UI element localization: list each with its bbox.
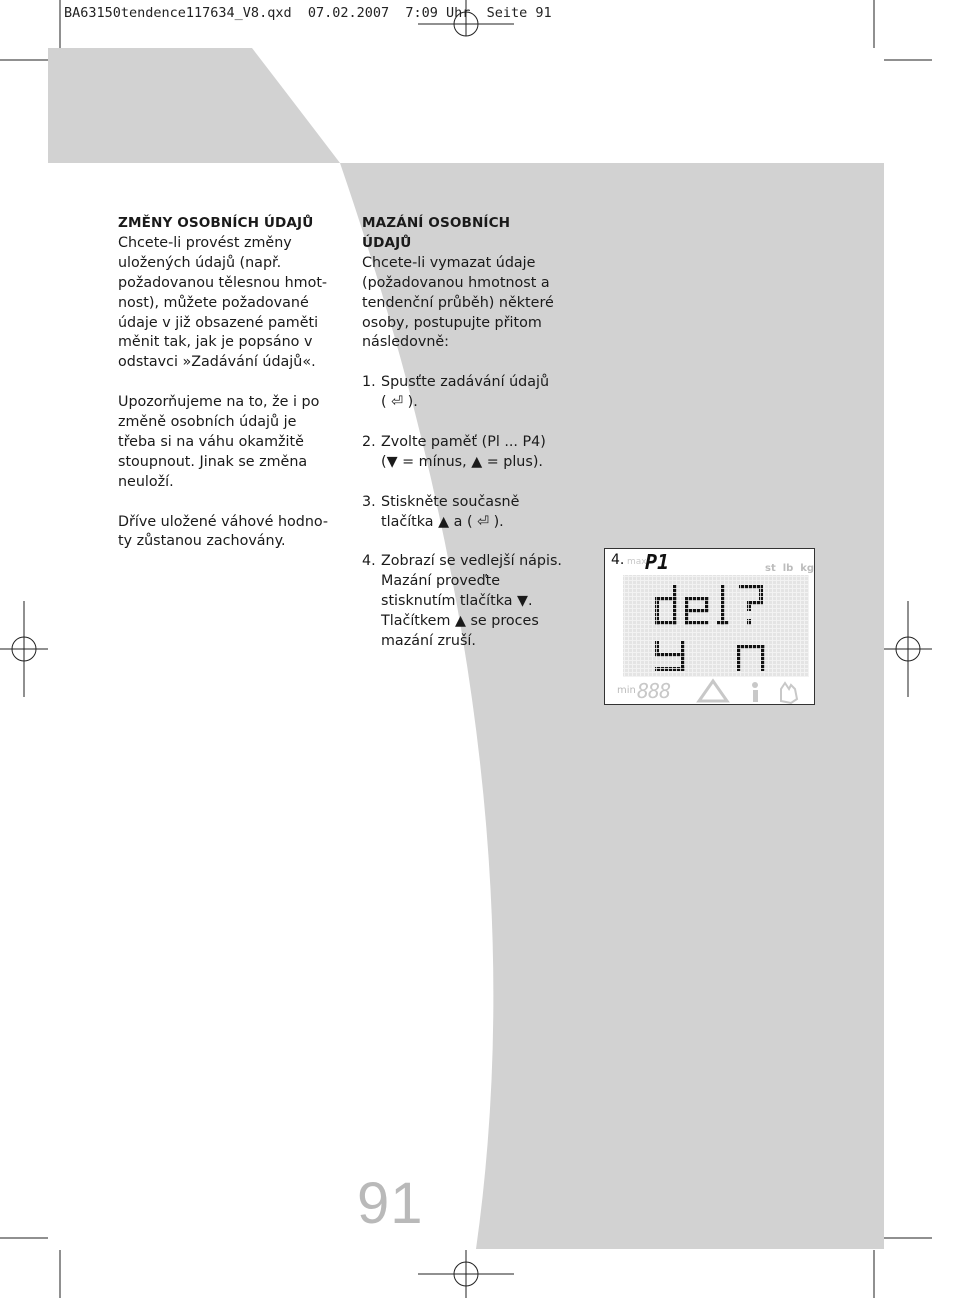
file-slug: BA63150tendence117634_V8.qxd 07.02.2007 7:09 Uhr Seite 91 [64, 5, 552, 21]
hand-icon [781, 683, 797, 703]
section-heading-delete: MAZÁNÍ OSOBNÍCH ÚDAJŮ [362, 215, 511, 251]
section-heading-change: ZMĚNY OSOBNÍCH ÚDAJŮ [118, 215, 314, 231]
min-digits: 888 [637, 679, 671, 703]
list-item: 1. Spusťte zadávání údajů ( ⏎ ). [362, 374, 550, 411]
list-item: 4. Zobrazí se vedlejší nápis. Mazání proveďte stisknutím tlačítka ▼. Tlačítkem ▲ se proces mazání zruší. [362, 553, 562, 649]
scale-display-illustration [604, 548, 815, 705]
memory-indicator: P1 [645, 550, 670, 574]
min-label: min [617, 685, 636, 696]
paragraph-delete-intro: Chcete-li vymazat údaje (požadovanou hmotnost a tendenční průběh) některé osoby, postupujte přitom následovně: [362, 254, 554, 351]
unit-labels: st lb kg [765, 563, 815, 574]
lcd-dot-matrix-area [623, 575, 809, 677]
max-label: max [627, 557, 647, 567]
left-column [118, 214, 333, 572]
display-step-number: 4. [611, 552, 625, 568]
paragraph-change-keep: Dříve uložené váhové hodno- ty zůstanou zachovány. [118, 513, 329, 550]
right-column [362, 214, 562, 672]
page-number: 91 [357, 1171, 424, 1236]
warning-triangle-icon [699, 681, 727, 701]
person-icon [752, 682, 758, 688]
paragraph-change-note: Upozorňujeme na to, že i po změně osobních údajů je třeba si na váhu okamžitě stoupnout. Jinak se změna neuloží. [118, 394, 320, 490]
delete-steps-list [362, 373, 562, 652]
list-item: 2. Zvolte paměť (Pl ... P4) (▼ = mínus, ▲ = plus). [362, 433, 546, 470]
paragraph-change-intro: Chcete-li provést změny uložených údajů (např. požadovanou tělesnou hmot- nost), můžete požadované údaje v již obsazené paměti měnit tak, jak je popsáno v odstavci »Zadávání údajů«. [118, 234, 328, 371]
list-item: 3. Stiskněte současně tlačítka ▲ a ( ⏎ ). [362, 493, 520, 530]
